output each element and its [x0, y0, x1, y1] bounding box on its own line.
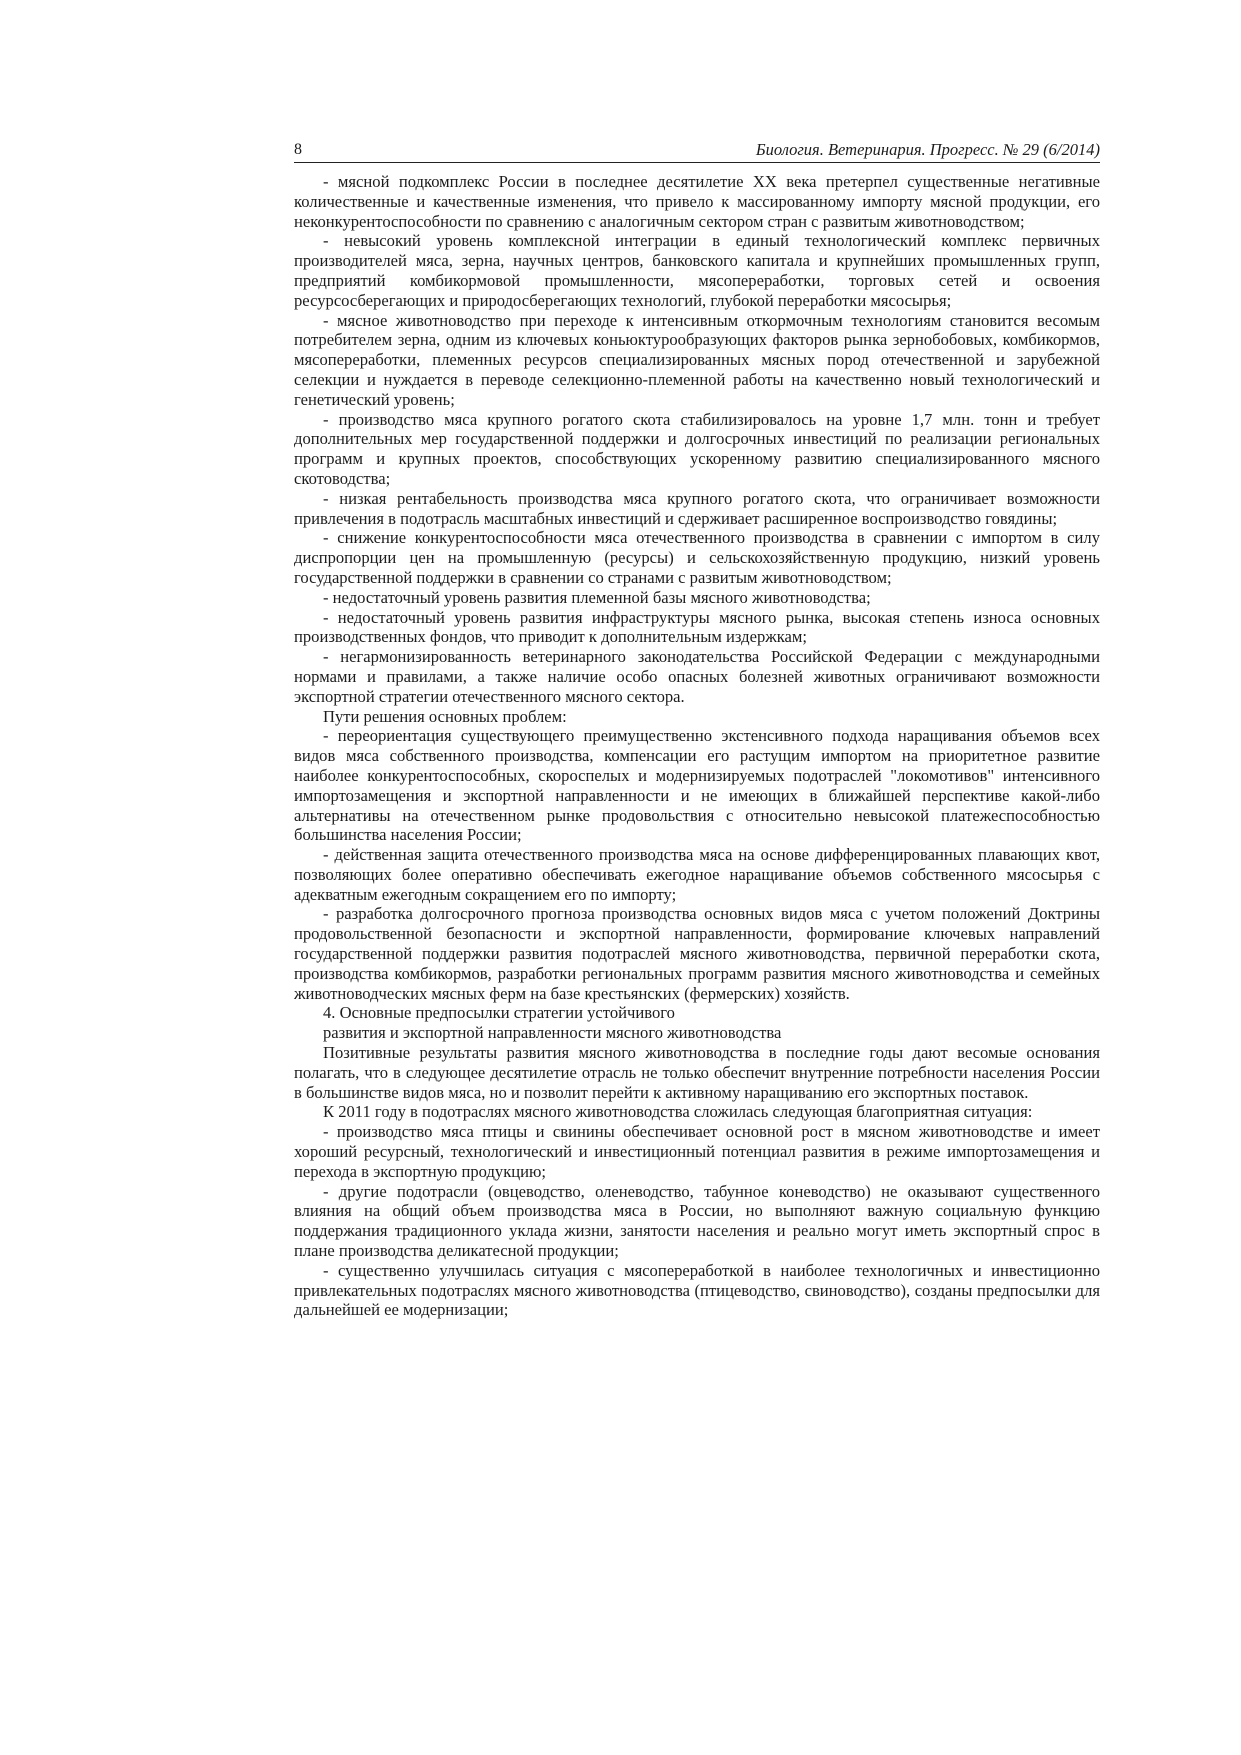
- paragraph: - переориентация существующего преимущественно экстенсивного подхода наращивания объемов всех видов мяса собственного производства, компенсации его растущим импортом на приоритетное развитие наиболее конкурентоспособных, скороспелых и модернизируемых подотраслей "локомотивов" интенсивного импортозамещения и экспортной направленности и не имеющих в ближайшей перспективе какой-либо альтернативы на отечественном рынке продовольствия с относительно невысокой платежеспособностью большинства населения России;: [294, 726, 1100, 845]
- paragraph: - мясное животноводство при переходе к интенсивным откормочным технологиям становится весомым потребителем зерна, одним из ключевых коньюктурообразующих факторов рынка зернобобовых, комбикормов, мясопереработки, племенных ресурсов специализированных мясных пород отечественной и зарубежной селекции и нуждается в переводе селекционно-племенной работы на качественно новый технологический и генетический уровень;: [294, 310, 1100, 409]
- article-body: [294, 172, 1100, 1320]
- paragraph: - производство мяса крупного рогатого скота стабилизировалось на уровне 1,7 млн. тонн и требует дополнительных мер государственной поддержки и долгосрочных инвестиций по реализации региональных программ и крупных проектов, способствующих ускоренному развитию специализированного мясного скотоводства;: [294, 409, 1100, 488]
- page-number: 8: [294, 141, 302, 158]
- paragraph: - мясной подкомплекс России в последнее десятилетие XX века претерпел существенные негативные количественные и качественные изменения, что привело к массированному импорту мясной продукции, его неконкурентоспособности по сравнению с аналогичным сектором стран с развитым животноводством;: [294, 172, 1100, 231]
- journal-title: Биология. Ветеринария. Прогресс. № 29 (6/2014): [755, 140, 1100, 159]
- section-heading: развития и экспортной направленности мясного животноводства: [323, 1023, 782, 1043]
- paragraph: - производство мяса птицы и свинины обеспечивает основной рост в мясном животноводстве и имеет хороший ресурсный, технологический и инвестиционный потенциал развития в режиме импортозамещения и перехода в экспортную продукцию;: [294, 1122, 1100, 1181]
- paragraph: - разработка долгосрочного прогноза производства основных видов мяса с учетом положений Доктрины продовольственной безопасности и экспортной направленности, формирование ключевых направлений государственной поддержки развития подотраслей мясного животноводства, первичной переработки скота, производства комбикормов, разработки региональных программ развития мясного животноводства и семейных животноводческих мясных ферм на базе крестьянских (фермерских) хозяйств.: [294, 904, 1100, 1003]
- paragraph: - существенно улучшилась ситуация с мясопереработкой в наиболее технологичных и инвестиционно привлекательных подотраслях мясного животноводства (птицеводство, свиноводство), созданы предпосылки для дальнейшей ее модернизации;: [294, 1260, 1100, 1320]
- paragraph: - низкая рентабельность производства мяса крупного рогатого скота, что ограничивает возможности привлечения в подотрасль масштабных инвестиций и сдерживает расширенное воспроизводство говядины;: [294, 488, 1100, 528]
- paragraph: - негармонизированность ветеринарного законодательства Российской Федерации с международными нормами и правилами, а также наличие особо опасных болезней животных ограничивают возможности экспортной стратегии отечественного мясного сектора.: [294, 647, 1100, 706]
- paragraph: К 2011 году в подотраслях мясного животноводства сложилась следующая благоприятная ситуация:: [323, 1102, 1033, 1122]
- paragraph: - невысокий уровень комплексной интеграции в единый технологический комплекс первичных производителей мяса, зерна, научных центров, банковского капитала и крупнейших промышленных групп, предприятий комбикормовой промышленности, мясопереработки, торговых сетей и освоения ресурсосберегающих и природосберегающих технологий, глубокой переработки мясосырья;: [294, 231, 1100, 310]
- paragraph: - недостаточный уровень развития племенной базы мясного животноводства;: [323, 587, 871, 607]
- running-header: [294, 140, 1100, 163]
- paragraph: - другие подотрасли (овцеводство, оленеводство, табунное коневодство) не оказывают существенного влияния на общий объем производства мяса в России, но выполняют важную социальную функцию поддержания традиционного уклада жизни, занятости населения и реально могут иметь экспортный спрос в плане производства деликатесной продукции;: [294, 1181, 1100, 1261]
- paragraph: Пути решения основных проблем:: [323, 706, 567, 726]
- paragraph: - снижение конкурентоспособности мяса отечественного производства в сравнении с импортом в силу диспропорции цен на промышленную (ресурсы) и сельскохозяйственную продукцию, низкий уровень государственной поддержки в сравнении со странами с развитым животноводством;: [294, 528, 1100, 587]
- section-heading: 4. Основные предпосылки стратегии устойчивого: [323, 1003, 675, 1023]
- paragraph: - действенная защита отечественного производства мяса на основе дифференцированных плавающих квот, позволяющих более оперативно обеспечивать ежегодное наращивание объемов собственного мясосырья с адекватным ежегодным сокращением его по импорту;: [294, 845, 1100, 904]
- paragraph: Позитивные результаты развития мясного животноводства в последние годы дают весомые основания полагать, что в следующее десятилетие отрасль не только обеспечит внутренние потребности населения России в большинстве видов мяса, но и позволит перейти к активному наращиванию его экспортных поставок.: [294, 1043, 1100, 1102]
- paragraph: - недостаточный уровень развития инфраструктуры мясного рынка, высокая степень износа основных производственных фондов, что приводит к дополнительным издержкам;: [294, 607, 1100, 647]
